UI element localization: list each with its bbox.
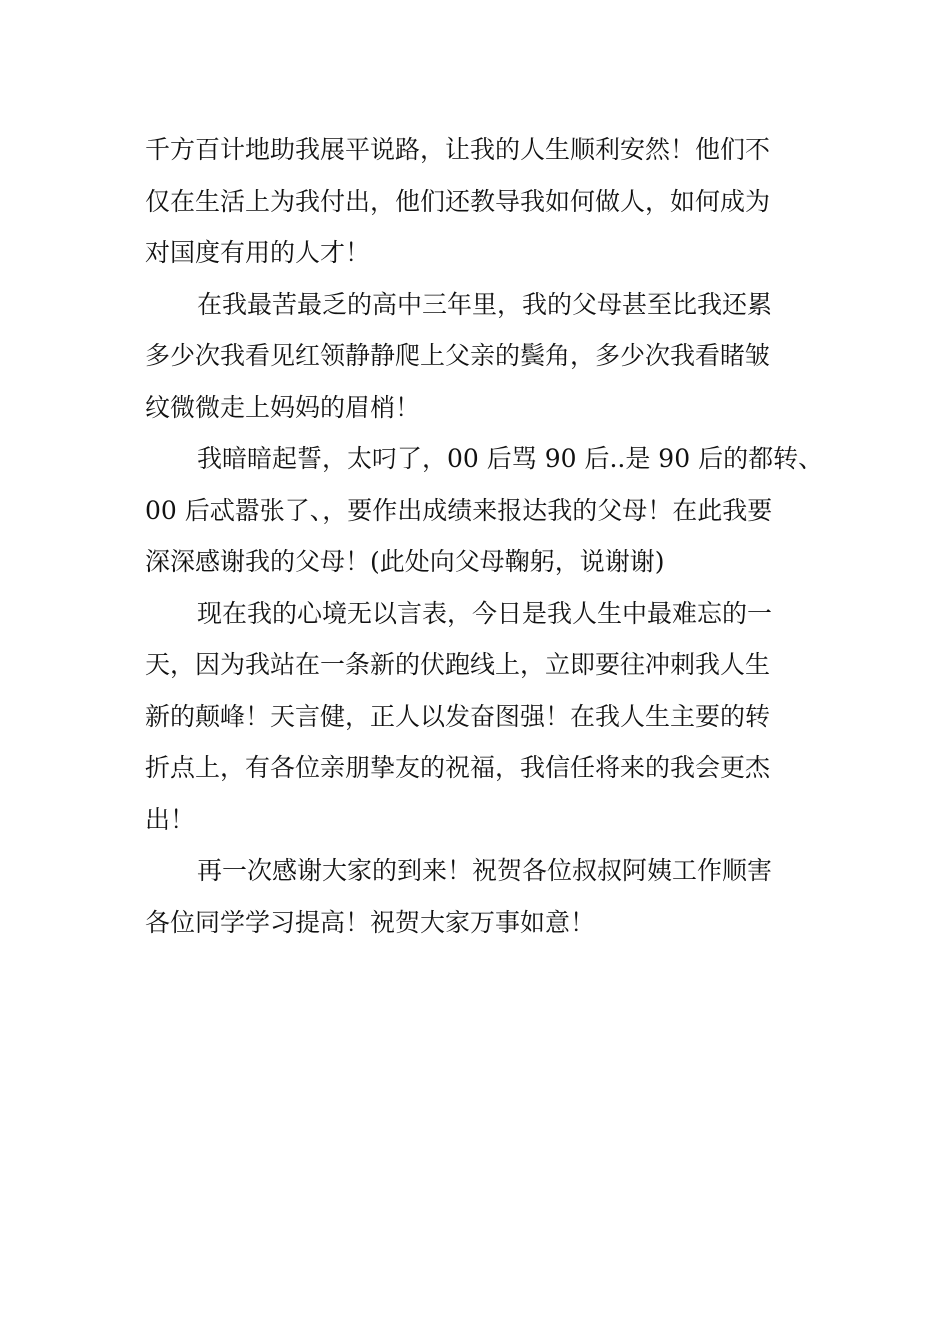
text-line: 折点上，有各位亲朋挚友的祝福，我信任将来的我会更杰	[145, 753, 771, 782]
paragraph-first-line: 我暗暗起誓，太叼了，00 后骂 90 后..是 90 后的都转、	[197, 444, 824, 473]
text-line: 深深感谢我的父母！(此处向父母鞠躬，说谢谢)	[145, 547, 665, 576]
text-line: 天，因为我站在一条新的伏跑线上，立即要往冲刺我人生	[145, 650, 771, 679]
text-line: 仅在生活上为我付出，他们还教导我如何做人，如何成为	[145, 186, 771, 216]
text-line: 00 后忒嚣张了、，要作出成绩来报达我的父母！在此我要	[145, 495, 773, 525]
text-line: 出！	[145, 804, 196, 834]
document-body	[145, 124, 825, 948]
text-line: 纹微微走上妈妈的眉梢！	[145, 392, 421, 422]
text-line: 千方百计地助我展平说路，让我的人生顺利安然！他们不	[145, 135, 771, 164]
text-line: 多少次我看见红领静静爬上父亲的鬓角，多少次我看睹皱	[145, 341, 771, 370]
paragraph-first-line: 再一次感谢大家的到来！祝贺各位叔叔阿姨工作顺害	[197, 856, 773, 885]
paragraph-first-line: 在我最苦最乏的高中三年里，我的父母甚至比我还累	[197, 289, 773, 319]
paragraph-first-line: 现在我的心境无以言表，今日是我人生中最难忘的一	[197, 598, 773, 628]
text-line: 新的颠峰！天言健，正人以发奋图强！在我人生主要的转	[145, 701, 771, 731]
text-line: 对国度有用的人才！	[145, 238, 371, 267]
text-line: 各位同学学习提高！祝贺大家万事如意！	[145, 907, 596, 937]
